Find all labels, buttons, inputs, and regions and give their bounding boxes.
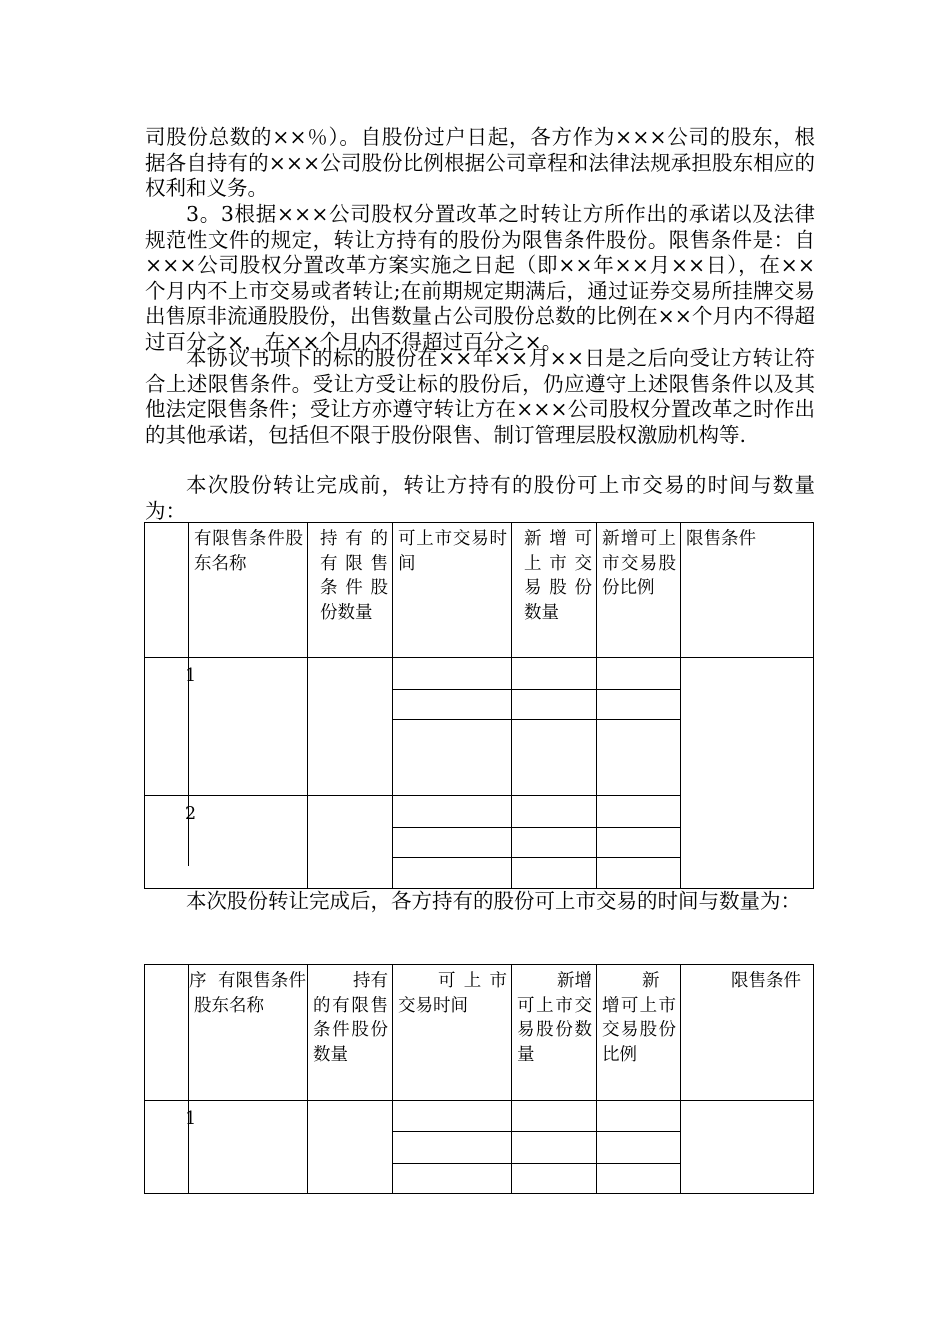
table-cell xyxy=(393,796,512,828)
table-cell xyxy=(681,658,814,889)
header-cell-tradable-time: 可上市交易时间 xyxy=(393,523,512,658)
header-cell-shareholder-name: 有限售条件股东名称 xyxy=(189,523,308,658)
table-before-transfer xyxy=(144,522,814,889)
table-row xyxy=(145,658,814,690)
row-number-cell xyxy=(145,796,308,889)
table-cell xyxy=(512,690,597,720)
header-cell-new-tradable-shares: 新增可上市交易股份数量 xyxy=(512,523,597,658)
header-cell-restriction-conditions: 限售条件 xyxy=(681,523,814,658)
paragraph-lockup-conditions: 3。3根据×××公司股权分置改革之时转让方所作出的承诺以及法律规范性文件的规定，转让方持有的股份为限售条件股份。限售条件是：自×××公司股权分置改革方案实施之日起（即××年××月××日），在××个月内不上市交易或者转让;在前期规定期满后，通过证券交易所挂牌交易出售原非流通股股份，出售数量占公司股份总数的比例在××个月内不得超过百分之×，在××个月内不得超过百分之×。 xyxy=(145,202,815,354)
paragraph-before-transfer: 本次股份转让完成前，转让方持有的股份可上市交易的时间与数量为： xyxy=(145,473,815,523)
table-cell xyxy=(597,1163,681,1193)
paragraph-transfer-compliance: 本协议书项下的标的股份在××年××月××日是之后向受让方转让符合上述限售条件。受让方受让标的股份后，仍应遵守上述限售条件以及其他法定限售条件；受让方亦遵守转让方在×××公司股权分置改革之时作出的其他承诺，包括但不限于股份限售、制订管理层股权激励机构等. xyxy=(145,346,815,447)
header-cell-restricted-shares: 持有的有限售条件股份数量 xyxy=(308,523,393,658)
table-cell xyxy=(597,1101,681,1132)
header-cell-index: 序 xyxy=(189,971,207,991)
row-number: 1 xyxy=(185,666,197,686)
header-cell-index-and-name xyxy=(145,965,308,1101)
table-cell xyxy=(393,720,512,796)
table-cell xyxy=(597,690,681,720)
header-cell-index xyxy=(145,523,189,658)
header-cell-restriction-conditions: 限售条件 xyxy=(681,965,814,1101)
paragraph-after-transfer: 本次股份转让完成后，各方持有的股份可上市交易的时间与数量为： xyxy=(186,889,801,913)
table-header-row xyxy=(145,523,814,658)
table-cell xyxy=(512,796,597,828)
table-cell xyxy=(597,658,681,690)
table-cell xyxy=(512,1163,597,1193)
table-cell xyxy=(393,1101,512,1132)
header-cell-new-tradable-shares: 新增可上市交易股份数量 xyxy=(512,965,597,1101)
header-cell-tradable-time: 可上市交易时间 xyxy=(393,965,512,1101)
table-cell xyxy=(308,796,393,889)
table-after-transfer xyxy=(144,964,814,1194)
table-cell xyxy=(512,720,597,796)
header-cell-new-tradable-ratio: 新增可上市交易股份比例 xyxy=(597,965,681,1101)
table-cell xyxy=(512,1101,597,1132)
table-cell xyxy=(393,858,512,889)
row-number-cell xyxy=(145,1101,308,1194)
table-header-row xyxy=(145,965,814,1101)
header-cell-new-tradable-ratio: 新增可上市交易股份比例 xyxy=(597,523,681,658)
table-cell xyxy=(393,828,512,858)
table-cell xyxy=(393,1132,512,1163)
table-cell xyxy=(597,858,681,889)
paragraph-shareholder-rights: 司股份总数的××％）。自股份过户日起，各方作为×××公司的股东，根据各自持有的×××公司股份比例根据公司章程和法律法规承担股东相应的权利和义务。 xyxy=(145,125,815,201)
table-cell xyxy=(597,1132,681,1163)
table-cell xyxy=(512,1132,597,1163)
table-cell xyxy=(393,658,512,690)
header-cell-restricted-shares: 持有的有限售条件股份数量 xyxy=(308,965,393,1101)
table-cell xyxy=(393,690,512,720)
row-number: 1 xyxy=(185,1109,197,1129)
table-cell xyxy=(393,1163,512,1193)
table-cell xyxy=(512,658,597,690)
table-cell xyxy=(512,828,597,858)
header-cell-shareholder-name: 有限售条件股东名称 xyxy=(194,971,306,1016)
table-cell xyxy=(597,828,681,858)
table-cell xyxy=(681,1101,814,1194)
row-number: 2 xyxy=(185,804,197,824)
table-cell xyxy=(597,796,681,828)
table-cell xyxy=(597,720,681,796)
table-cell xyxy=(308,1101,393,1194)
row-number-cell xyxy=(145,658,308,796)
table-row xyxy=(145,1101,814,1132)
table-cell xyxy=(308,658,393,796)
table-cell xyxy=(512,858,597,889)
